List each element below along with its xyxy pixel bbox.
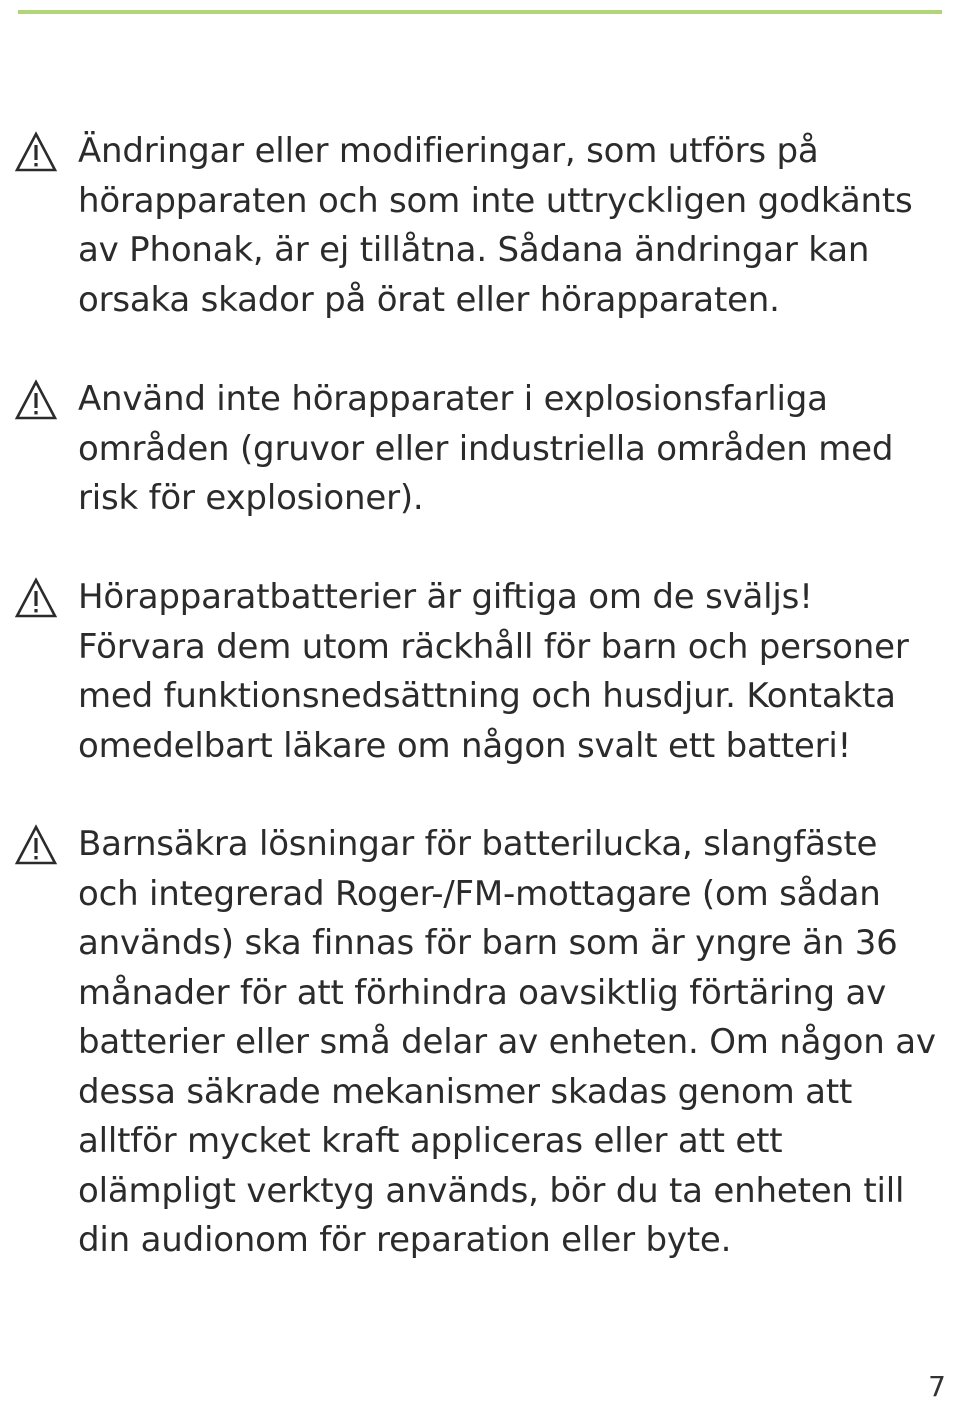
warning-text: Hörapparatbatterier är giftiga om de sväljs! Förvara dem utom räckhåll för barn och personer med funktionsnedsättning och husdjur. Kontakta omedelbart läkare om någon svalt ett batteri! <box>78 577 909 766</box>
warning-text: Använd inte hörapparater i explosionsfarliga områden (gruvor eller industriella områden med risk för explosioner). <box>78 379 894 518</box>
warning-triangle-icon <box>14 824 58 866</box>
page-number: 7 <box>928 1370 946 1403</box>
warning-triangle-icon <box>14 379 58 421</box>
top-accent-rule <box>18 10 942 14</box>
warning-triangle-icon <box>14 131 58 173</box>
warning-triangle-icon <box>14 577 58 619</box>
warning-text: Ändringar eller modifieringar, som utförs på hörapparaten och som inte uttryckligen godkänts av Phonak, är ej tillåtna. Sådana ändringar kan orsaka skador på örat eller hörapparaten. <box>78 131 913 320</box>
warning-text: Barnsäkra lösningar för batterilucka, slangfäste och integrerad Roger-/FM-mottagare (om sådan används) ska finnas för barn som är yngre än 36 månader för att förhindra oavsiktlig förtäring av batterier eller små delar av enheten. Om någon av dessa säkrade mekanismer skadas genom att alltför mycket kraft appliceras eller att ett olämpligt verktyg används, bör du ta enheten till din audionom för reparation eller byte. <box>78 824 936 1260</box>
